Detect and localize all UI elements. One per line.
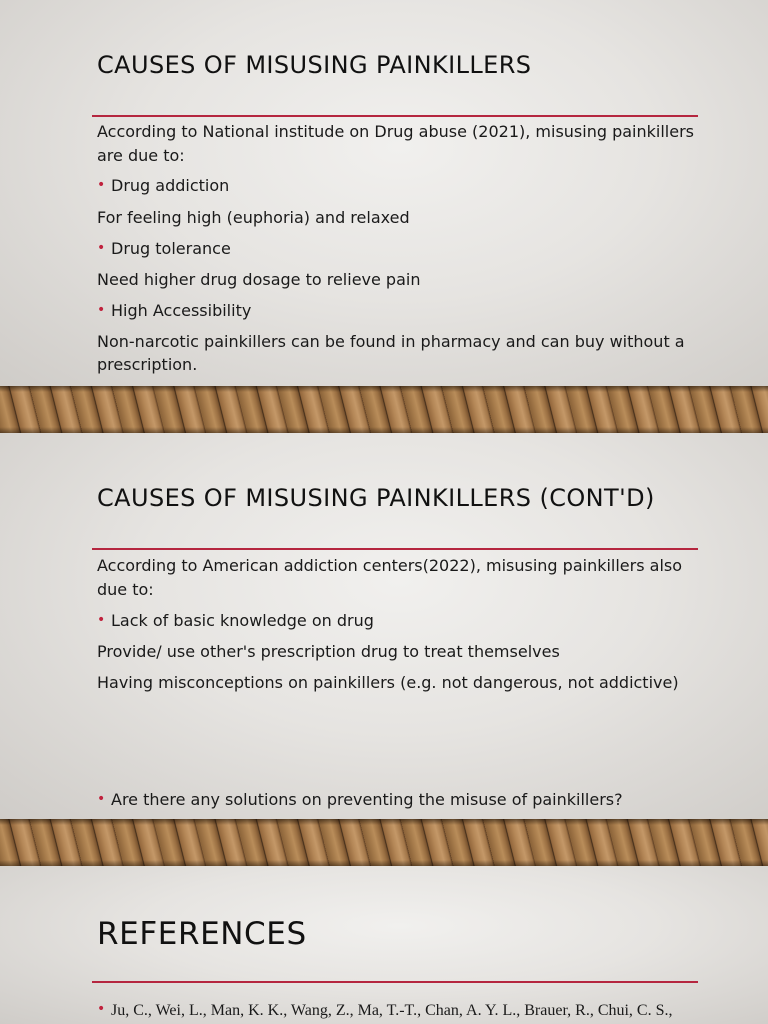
slide-body [97,998,697,1023]
sub-text: Non-narcotic painkillers can be found in pharmacy and can buy without a prescription. [97,331,685,374]
bullet-icon: • [97,790,106,807]
wood-floor-divider [0,386,768,433]
title-divider [92,981,698,983]
bullet-item [97,237,697,261]
title-divider [92,115,698,117]
bullet-icon: • [97,1001,106,1017]
reference-item [97,998,697,1023]
bullet-item [97,788,697,812]
bullet-item [97,174,697,198]
bullet-text: Lack of basic knowledge on drug [111,611,374,630]
bullet-text: High Accessibility [111,301,252,320]
bullet-text: Drug addiction [111,176,230,195]
sub-text: Need higher drug dosage to relieve pain [97,269,421,289]
bullet-icon: • [97,302,106,318]
bullet-icon: • [97,240,106,256]
bullet-icon: • [97,177,106,193]
bullet-icon: • [97,612,106,628]
wood-floor-divider [0,819,768,866]
title-divider [92,548,698,550]
slide-causes [0,0,768,386]
sub-text: Having misconceptions on painkillers (e.g. not dangerous, not addictive) [97,673,679,692]
slide-body [97,120,697,377]
slide-title: REFERENCES [97,916,307,952]
slide-body [97,554,697,811]
bullet-item [97,609,697,633]
bullet-text: Drug tolerance [111,239,231,258]
intro-text: According to National institude on Drug abuse (2021), misusing painkillers are due to: [97,122,694,165]
sub-text: For feeling high (euphoria) and relaxed [97,207,410,227]
intro-text: According to American addiction centers(2022), misusing painkillers also due to: [97,556,683,599]
slide-title: CAUSES OF MISUSING PAINKILLERS [97,51,532,79]
bullet-item [97,299,697,323]
sub-text: Provide/ use other's prescription drug to treat themselves [97,641,560,661]
reference-text: Ju, C., Wei, L., Man, K. K., Wang, Z., Ma, T.-T., Chan, A. Y. L., Brauer, R., Chui, C. S., [111,1002,673,1019]
bullet-text: Are there any solutions on preventing the misuse of painkillers? [111,789,623,809]
slide-title: CAUSES OF MISUSING PAINKILLERS (CONT'D) [97,484,655,512]
